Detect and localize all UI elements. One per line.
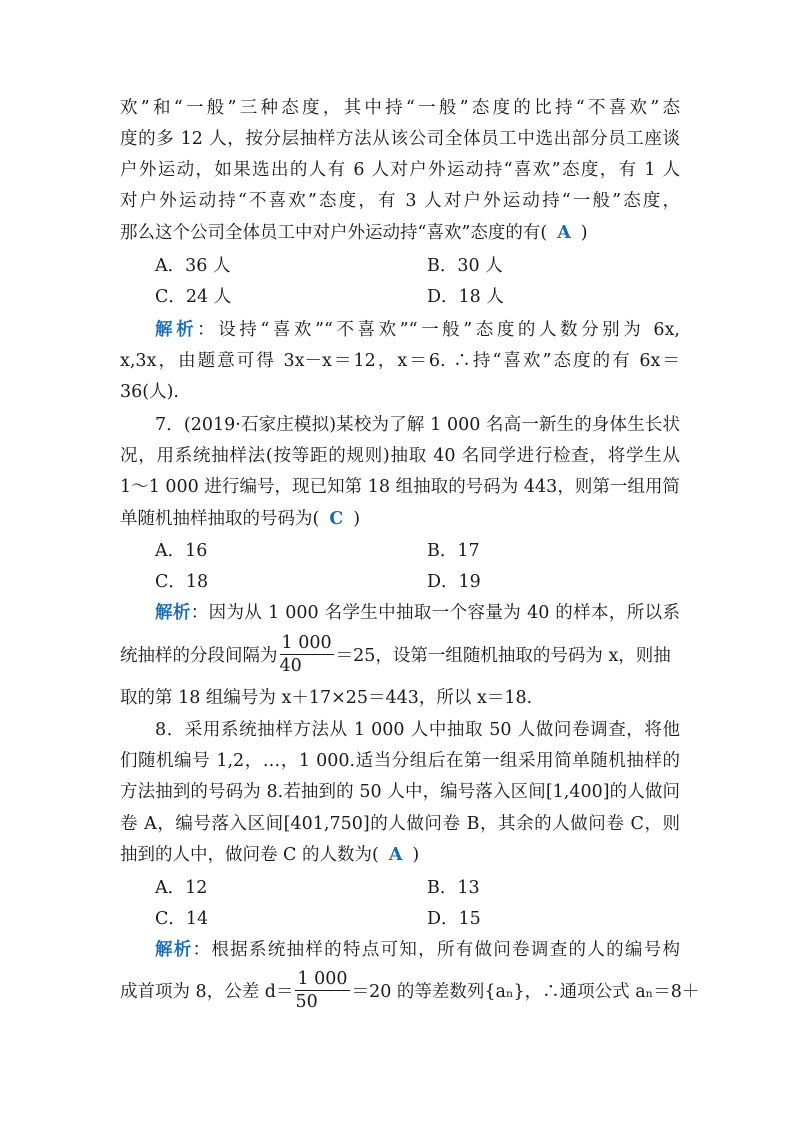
q7-stem-end: 单随机抽样抽取的号码为( xyxy=(120,509,320,529)
q6-stem-end: 那么这个公司全体员工中对户外运动持“喜欢”态度的有( xyxy=(120,223,548,243)
q6-solution-line-2: x,3x，由题意可得 3x－x＝12，x＝6. ∴持“喜欢”态度的有 6x＝ xyxy=(120,351,680,371)
q8-answer: A xyxy=(388,845,403,865)
q6-option-c: C．24 人 xyxy=(155,287,232,307)
q8-solution-line-1 xyxy=(155,938,680,962)
q7-solution-line-3: 取的第 18 组编号为 x＋17×25＝443，所以 x＝18. xyxy=(120,688,533,708)
q7-solution-line-2 xyxy=(120,630,680,682)
q7-fraction-numerator: 1 000 xyxy=(281,633,332,653)
q6-solution-line-1 xyxy=(155,318,680,342)
q6-option-a: A．36 人 xyxy=(155,256,231,276)
q7-option-b: B．17 xyxy=(427,541,480,561)
q7-line-3: 1～1 000 进行编号，现已知第 18 组抽取的号码为 443，则第一组用简 xyxy=(120,477,680,497)
q7-option-d: D．19 xyxy=(427,572,481,592)
q6-line-1: 欢”和“一般”三种态度，其中持“一般”态度的比持“不喜欢”态 xyxy=(120,98,680,118)
q8-fraction-numerator: 1 000 xyxy=(297,969,348,989)
q8-option-d: D．15 xyxy=(427,909,481,929)
q7-answer: C xyxy=(329,509,344,529)
q7-option-c: C．18 xyxy=(155,572,209,592)
q6-line-5 xyxy=(120,221,680,245)
q8-close-paren: ) xyxy=(412,845,420,865)
q8-option-b: B．13 xyxy=(427,878,480,898)
q8-option-a: A．12 xyxy=(155,878,208,898)
q8-solution-line-2 xyxy=(120,966,700,1018)
q7-line-4 xyxy=(120,507,680,531)
q7-solution-text-2b: ＝25，设第一组随机抽取的号码为 x，则抽 xyxy=(335,646,671,666)
q6-solution-text-1: ：设持“喜欢”“不喜欢”“一般”态度的人数分别为 6x, xyxy=(197,320,680,340)
q6-close-paren: ) xyxy=(580,223,588,243)
q8-line-2: 们随机编号 1,2，…，1 000.适当分组后在第一组采用简单随机抽样的 xyxy=(120,751,680,771)
q6-line-3: 户外运动，如果选出的人有 6 人对户外运动持“喜欢”态度，有 1 人 xyxy=(120,160,680,180)
q8-fraction-denominator: 50 xyxy=(295,992,318,1012)
q6-option-d: D．18 人 xyxy=(427,287,504,307)
q6-answer: A xyxy=(557,223,571,243)
q7-line-1: 7．(2019·石家庄模拟)某校为了解 1 000 名高一新生的身体生长状 xyxy=(155,415,680,435)
q8-line-5 xyxy=(120,843,680,867)
q8-line-4: 卷 A，编号落入区间[401,750]的人做问卷 B，其余的人做问卷 C，则 xyxy=(120,814,680,834)
q7-option-a: A．16 xyxy=(155,541,208,561)
q7-solution-text-2a: 统抽样的分段间隔为 xyxy=(120,646,278,666)
q7-line-2: 况，用系统抽样法(按等距的规则)抽取 40 名同学进行检查，将学生从 xyxy=(120,446,680,466)
q8-solution-text-1: ：根据系统抽样的特点可知，所有做问卷调查的人的编号构 xyxy=(192,940,680,960)
q8-solution-text-2b: ＝20 的等差数列{aₙ}，∴通项公式 aₙ＝8＋ xyxy=(351,982,700,1002)
q6-solution-label: 解析 xyxy=(155,320,198,340)
q8-solution-label: 解析 xyxy=(155,940,193,960)
q8-solution-text-2a: 成首项为 8，公差 d＝ xyxy=(120,982,294,1002)
q6-solution-line-3: 36(人). xyxy=(120,382,179,402)
q7-close-paren: ) xyxy=(353,509,361,529)
q8-line-1: 8．采用系统抽样方法从 1 000 人中抽取 50 人做问卷调查，将他 xyxy=(155,720,680,740)
q7-solution-line-1 xyxy=(155,601,680,625)
q7-fraction xyxy=(280,632,334,677)
q8-stem-end: 抽到的人中，做问卷 C 的人数为( xyxy=(120,845,379,865)
q8-fraction xyxy=(295,968,349,1013)
q8-line-3: 方法抽到的号码为 8.若抽到的 50 人中，编号落入区间[1,400]的人做问 xyxy=(120,782,680,802)
q6-line-4: 对户外运动持“不喜欢”态度，有 3 人对户外运动持“一般”态度， xyxy=(120,191,680,211)
q8-option-c: C．14 xyxy=(155,909,209,929)
q7-fraction-denominator: 40 xyxy=(279,656,302,676)
q7-solution-text-1: ：因为从 1 000 名学生中抽取一个容量为 40 的样本，所以系 xyxy=(190,603,681,623)
q6-option-b: B．30 人 xyxy=(427,256,503,276)
q6-line-2: 度的多 12 人，按分层抽样方法从该公司全体员工中选出部分员工座谈 xyxy=(120,129,680,149)
q7-solution-label: 解析 xyxy=(155,603,191,623)
